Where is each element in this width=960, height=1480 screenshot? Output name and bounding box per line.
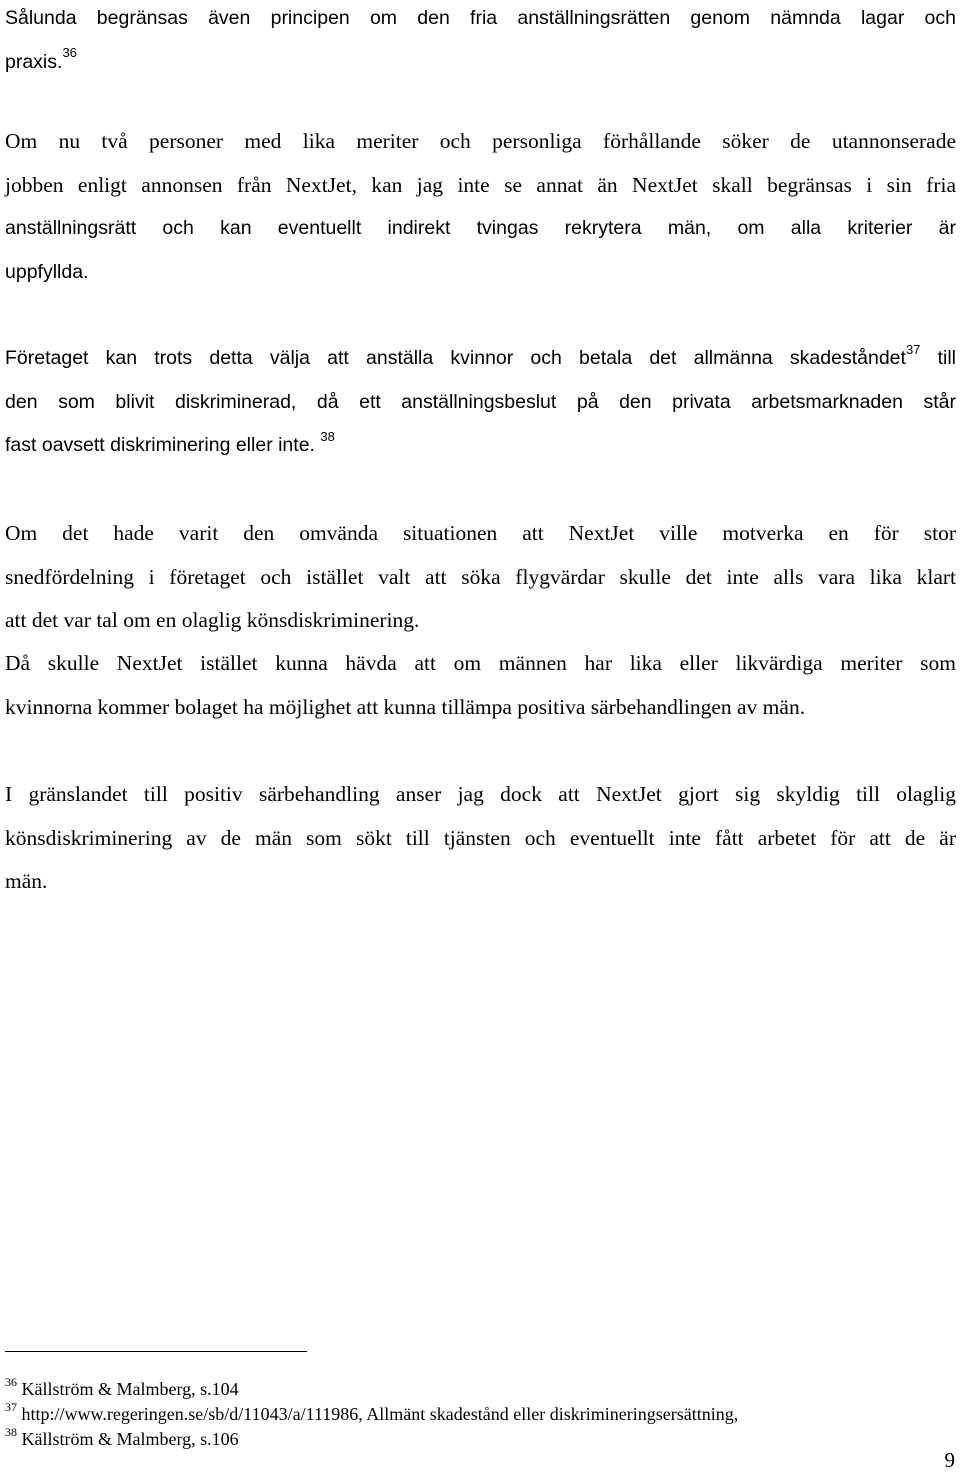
paragraph-line: uppfyllda. <box>5 260 89 283</box>
paragraph-line <box>5 41 956 85</box>
paragraph-line: Om nu två personer med lika meriter och personliga förhållande söker de utannonserade <box>5 129 956 153</box>
paragraph-line-text: fast oavsett diskriminering eller inte. <box>5 434 315 456</box>
paragraph-line: Om det hade varit den omvända situationen att NextJet ville motverka en för stor <box>5 521 956 545</box>
paragraph-line: att det var tal om en olaglig könsdiskriminering. <box>5 608 420 632</box>
paragraph-line-text: till <box>920 347 956 369</box>
footnote-number: 38 <box>5 1425 17 1439</box>
page-number: 9 <box>944 1448 955 1472</box>
paragraph-line: män. <box>5 869 48 893</box>
paragraph-damages <box>5 337 956 468</box>
paragraph-line <box>5 337 956 381</box>
paragraph-conclusion <box>5 773 956 904</box>
footnote-reference: 36 <box>62 45 77 60</box>
footnote-reference: 38 <box>320 428 335 444</box>
paragraph-line: Då skulle NextJet istället kunna hävda att om männen har lika eller likvärdiga meriter som <box>5 651 956 675</box>
footnote-text: Källström & Malmberg, s.104 <box>21 1379 239 1399</box>
footnotes <box>5 1377 945 1452</box>
footnote-number: 36 <box>5 1375 17 1389</box>
footnote-separator <box>5 1351 307 1352</box>
paragraph-line: könsdiskriminering av de män som sökt till tjänsten och eventuellt inte fått arbetet för att de är <box>5 825 956 850</box>
footnote-text: http://www.regeringen.se/sb/d/11043/a/111986, Allmänt skadestånd eller diskrimineringsersättning, <box>21 1404 739 1424</box>
footnote-text: Källström & Malmberg, s.106 <box>21 1429 239 1449</box>
footnote-number: 37 <box>5 1400 17 1414</box>
paragraph-line <box>5 424 956 468</box>
footnote-item <box>5 1377 945 1402</box>
paragraph-principle <box>5 0 956 84</box>
paragraph-reverse-situation <box>5 512 956 643</box>
paragraph-line-text: praxis. <box>5 50 63 73</box>
paragraph-line: snedfördelning i företaget och istället valt att söka flygvärdar skulle det inte alls vara lika klart <box>5 564 956 589</box>
paragraph-line: I gränslandet till positiv särbehandling anser jag dock att NextJet gjort sig skyldig till olaglig <box>5 782 956 806</box>
paragraph-line: kvinnorna kommer bolaget ha möjlighet att kunna tillämpa positiva särbehandlingen av män. <box>5 694 806 719</box>
paragraph-line: Sålunda begränsas även principen om den fria anställningsrätten genom nämnda lagar och <box>5 7 956 29</box>
paragraph-positive-treatment <box>5 642 956 729</box>
paragraph-line: jobben enligt annonsen från NextJet, kan jag inte se annat än NextJet skall begränsas i sin fria <box>5 172 956 197</box>
footnote-item <box>5 1427 945 1452</box>
paragraph-line: anställningsrätt och kan eventuellt indirekt tvingas rekrytera män, om alla kriterier är <box>5 217 956 239</box>
footnote-item <box>5 1402 945 1427</box>
footnote-reference: 37 <box>905 341 921 357</box>
paragraph-equal-merits <box>5 120 956 294</box>
paragraph-line-text: Företaget kan trots detta välja att anställa kvinnor och betala det allmänna skadeståndet <box>5 347 906 369</box>
paragraph-line: den som blivit diskriminerad, då ett anställningsbeslut på den privata arbetsmarknaden står <box>5 390 956 413</box>
